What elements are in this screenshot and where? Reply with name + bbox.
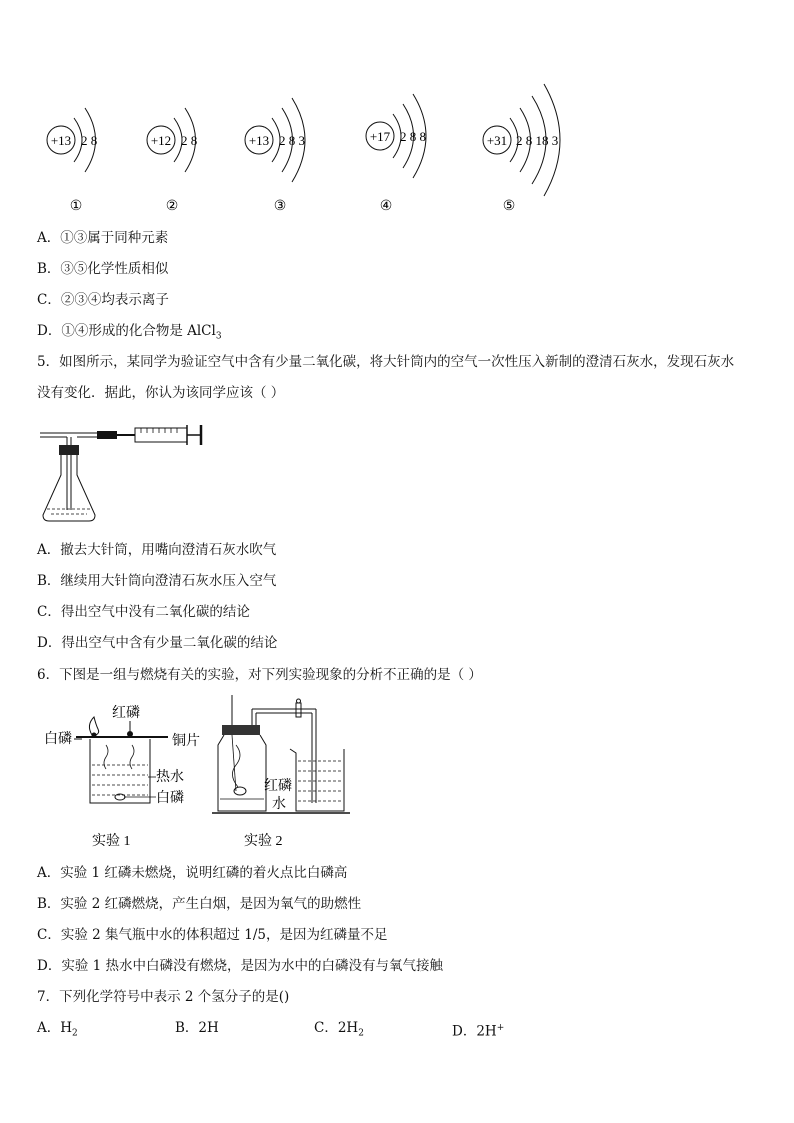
q6-option-d: D．实验 1 热水中白磷没有燃烧，是因为水中的白磷没有与氧气接触 [37, 958, 443, 974]
q4-option-c: C．②③④均表示离子 [37, 292, 169, 308]
q7-stem: 7．下列化学符号中表示 2 个氢分子的是() [37, 989, 290, 1005]
atom-2-diagram [147, 108, 197, 214]
q7-option-a-text: A．H [37, 1020, 73, 1036]
atom-4-diagram [366, 94, 426, 214]
fig2-caption: 实验 2 [244, 834, 283, 849]
atom-4-nucleus: +17 [369, 129, 391, 144]
atom-5-diagram [483, 84, 560, 214]
atom-1-label: ① [69, 199, 83, 214]
q4-option-d-sub: 3 [215, 331, 222, 342]
q7-option-d-text: D．2H [452, 1023, 497, 1040]
atom-1-shells: 2 8 [81, 133, 98, 148]
atom-3-label: ③ [273, 199, 287, 214]
q5-option-a: A．撤去大针筒，用嘴向澄清石灰水吹气 [37, 542, 277, 558]
q4-option-a: A．①③属于同种元素 [37, 230, 169, 246]
q7-option-b: B．2H [175, 1020, 219, 1036]
fig1-label-red-p: 红磷 [112, 706, 140, 721]
fig1-label-white-p-top: 白磷 [44, 732, 72, 747]
q4-option-d [37, 322, 222, 346]
combustion-experiment-figure [40, 695, 360, 855]
atom-5-nucleus: +31 [486, 133, 508, 148]
q4-option-d-text: D．①④形成的化合物是 AlCl [37, 323, 216, 339]
q7-option-d-sup: + [496, 1023, 505, 1033]
syringe-flask-figure [35, 415, 215, 525]
fig1-caption: 实验 1 [92, 834, 131, 849]
q7-option-d [452, 1019, 504, 1041]
atom-4-label: ④ [379, 199, 393, 214]
q5-stem-line1: 5．如图所示，某同学为验证空气中含有少量二氧化碳，将大针筒内的空气一次性压入新制的澄清石灰水，发现石灰水 [37, 354, 735, 370]
atom-2-nucleus: +12 [150, 133, 172, 148]
q5-option-b: B．继续用大针筒向澄清石灰水压入空气 [37, 573, 277, 589]
atom-5-label: ⑤ [502, 199, 516, 214]
q6-stem: 6．下图是一组与燃烧有关的实验，对下列实验现象的分析不正确的是（ ） [37, 667, 482, 683]
atom-structure-diagrams [0, 80, 794, 220]
q7-option-a-sub: 2 [72, 1028, 78, 1039]
q5-option-c: C．得出空气中没有二氧化碳的结论 [37, 604, 250, 620]
q7-option-c [314, 1019, 364, 1043]
q5-stem-line2: 没有变化．据此，你认为该同学应该（ ） [37, 385, 285, 401]
atom-3-diagram [245, 98, 305, 214]
atom-4-shells: 2 8 8 [400, 129, 426, 144]
q6-option-b: B．实验 2 红磷燃烧，产生白烟，是因为氧气的助燃性 [37, 896, 362, 912]
atom-2-shells: 2 8 [181, 133, 198, 148]
q7-option-c-text: C．2H [314, 1020, 359, 1036]
atom-2-label: ② [165, 199, 179, 214]
q7-option-c-sub: 2 [358, 1028, 364, 1039]
fig1-label-copper: 铜片 [172, 734, 200, 749]
q5-option-d: D．得出空气中含有少量二氧化碳的结论 [37, 635, 278, 651]
atom-5-shells: 2 8 18 3 [516, 133, 559, 148]
q4-option-b: B．③⑤化学性质相似 [37, 261, 169, 277]
q6-option-c: C．实验 2 集气瓶中水的体积超过 1/5，是因为红磷量不足 [37, 927, 388, 943]
fig2-label-water: 水 [272, 797, 286, 812]
fig1-label-hot-water: 热水 [156, 770, 184, 785]
q7-option-a [37, 1019, 78, 1043]
fig2-label-red-p: 红磷 [264, 779, 292, 794]
q6-option-a: A．实验 1 红磷未燃烧，说明红磷的着火点比白磷高 [37, 865, 348, 881]
atom-3-nucleus: +13 [248, 133, 270, 148]
atom-1-nucleus: +13 [50, 133, 72, 148]
atom-1-diagram [47, 108, 97, 214]
fig1-label-white-p-bottom: 白磷 [156, 791, 184, 806]
atom-3-shells: 2 8 3 [279, 133, 305, 148]
